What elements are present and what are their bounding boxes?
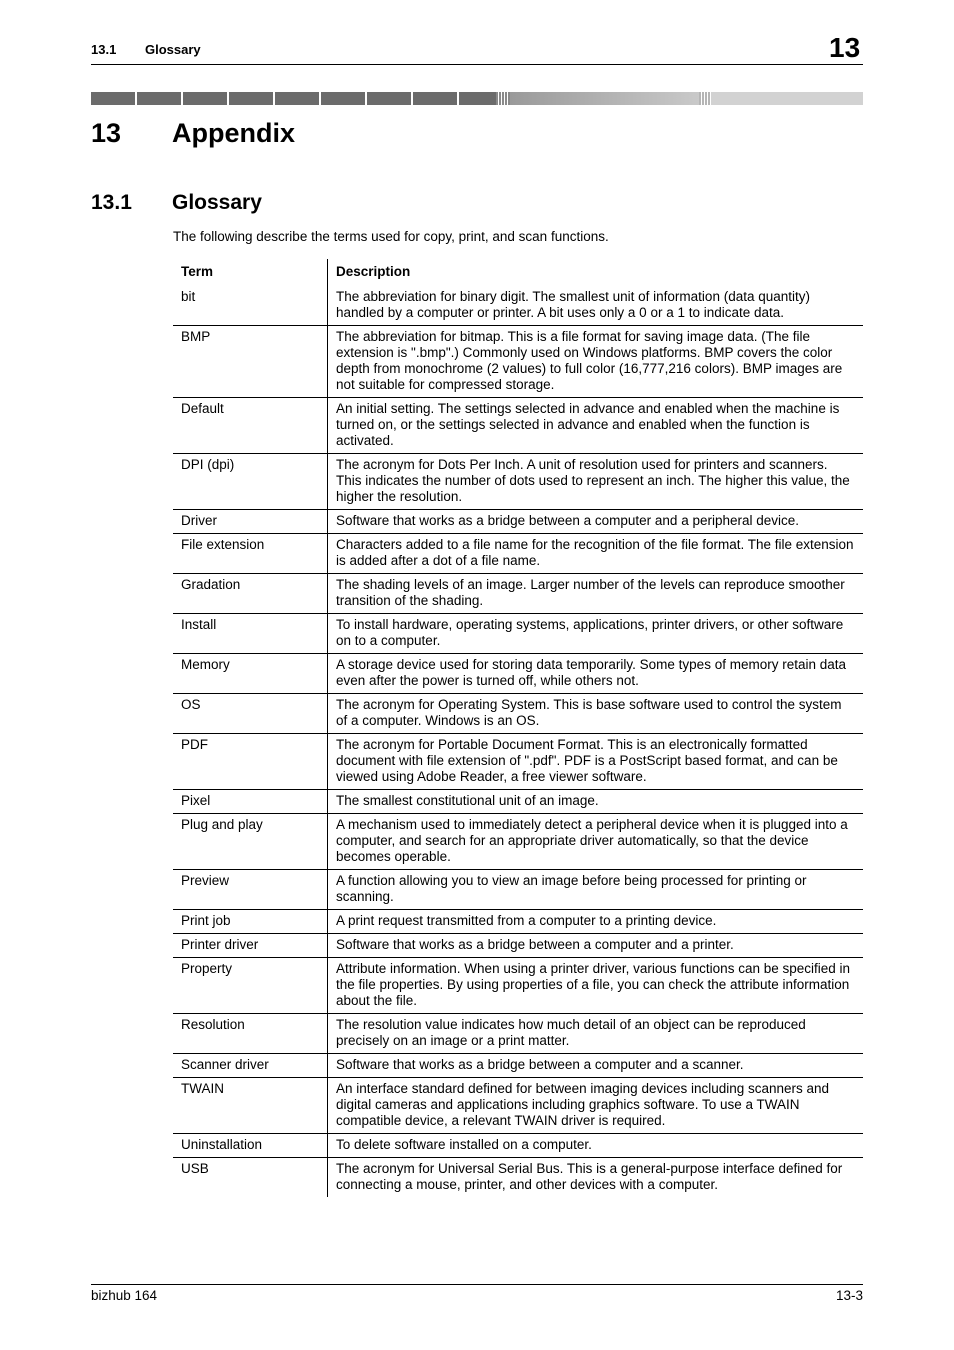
decorative-bar [91, 92, 863, 105]
description-cell: A storage device used for storing data temporarily. Some types of memory retain data even after the power is turned off, while others not. [336, 657, 847, 688]
section-number: 13.1 [91, 191, 132, 214]
description-cell: A function allowing you to view an image before being processed for printing or scanning. [336, 873, 807, 904]
table-row [173, 694, 863, 734]
running-header [91, 42, 201, 57]
description-cell: A mechanism used to immediately detect a peripheral device when it is plugged into a computer, and search for an appropriate driver automatically, so that the device becomes operable. [336, 817, 848, 864]
description-cell: The resolution value indicates how much detail of an object can be reproduced precisely on an image or a print matter. [336, 1017, 806, 1048]
description-cell: The acronym for Operating System. This is base software used to control the system of a computer. Windows is an OS. [336, 697, 842, 728]
term-cell: File extension [173, 534, 328, 574]
chapter-number: 13 [91, 118, 122, 148]
table-row [173, 654, 863, 694]
description-cell: Software that works as a bridge between a computer and a peripheral device. [336, 513, 800, 528]
description-cell: To delete software installed on a computer. [336, 1137, 592, 1152]
table-header-row [173, 259, 863, 286]
description-cell: Software that works as a bridge between a computer and a scanner. [336, 1057, 744, 1072]
column-header-description: Description [336, 264, 411, 279]
intro-text: The following describe the terms used for copy, print, and scan functions. [173, 229, 609, 244]
description-cell: The acronym for Portable Document Format. This is an electronically formatted document with file extension of ".pdf". PDF is a PostScript based format, and can be viewed using Adobe Reader, a free viewer software. [336, 737, 838, 784]
description-cell: Software that works as a bridge between a computer and a printer. [336, 937, 734, 952]
description-cell: The abbreviation for binary digit. The smallest unit of information (data quantity) handled by a computer or printer. A bit uses only a 0 or a 1 to indicate data. [336, 289, 810, 320]
chapter-title: Appendix [172, 118, 296, 148]
bar-segment [510, 92, 699, 105]
table-row [173, 1054, 863, 1078]
term-cell: Driver [173, 510, 328, 534]
glossary-table [173, 259, 863, 1197]
table-row [173, 1014, 863, 1054]
table-row [173, 870, 863, 910]
term-cell: PDF [173, 734, 328, 790]
bar-segment [711, 92, 863, 105]
table-row [173, 1158, 863, 1198]
table-row [173, 934, 863, 958]
table-row [173, 958, 863, 1014]
description-cell: The acronym for Dots Per Inch. A unit of resolution used for printers and scanners. This indicates the number of dots used to represent an inch. The higher this value, the higher the resolution. [336, 457, 850, 504]
description-cell: The abbreviation for bitmap. This is a file format for saving image data. (The file extension is ".bmp".) Commonly used on Windows platforms. BMP covers the color depth from monochrome (2 values) to full color (16,777,216 colors). BMP images are not suitable for compressed storage. [336, 329, 843, 392]
footer-page-number: 13-3 [835, 1288, 863, 1303]
table-row [173, 510, 863, 534]
table-row [173, 1078, 863, 1134]
table-row [173, 910, 863, 934]
bar-segment [91, 92, 496, 105]
chapter-heading [91, 118, 295, 149]
term-cell: Install [173, 614, 328, 654]
chapter-badge: 13 [829, 32, 861, 63]
table-row [173, 398, 863, 454]
description-cell: An interface standard defined for between imaging devices including scanners and digital cameras and applications including graphics software. To use a TWAIN compatible device, a relevant TWAIN driver is required. [336, 1081, 830, 1128]
header-rule [91, 64, 863, 65]
term-cell: Property [173, 958, 328, 1014]
running-header-number: 13.1 [91, 42, 117, 57]
table-row [173, 734, 863, 790]
description-cell: To install hardware, operating systems, applications, printer drivers, or other software on to a computer. [336, 617, 844, 648]
term-cell: Uninstallation [173, 1134, 328, 1158]
table-row [173, 614, 863, 654]
table-row [173, 534, 863, 574]
term-cell: Preview [173, 870, 328, 910]
term-cell: BMP [173, 326, 328, 398]
term-cell: Print job [173, 910, 328, 934]
bar-segment [699, 92, 711, 105]
description-cell: Characters added to a file name for the recognition of the file format. The file extension is added after a dot of a file name. [336, 537, 854, 568]
term-cell: Default [173, 398, 328, 454]
description-cell: Attribute information. When using a printer driver, various functions can be specified in the file properties. By using properties of a file, you can check the attribute information about the file. [336, 961, 851, 1008]
table-row [173, 790, 863, 814]
term-cell: Pixel [173, 790, 328, 814]
footer-rule [91, 1284, 863, 1285]
term-cell: OS [173, 694, 328, 734]
section-heading [91, 191, 262, 215]
term-cell: Printer driver [173, 934, 328, 958]
column-header-term: Term [173, 259, 328, 286]
table-row [173, 1134, 863, 1158]
description-cell: The shading levels of an image. Larger number of the levels can reproduce smoother transition of the shading. [336, 577, 845, 608]
description-cell: The acronym for Universal Serial Bus. This is a general-purpose interface defined for connecting a mouse, printer, and other devices with a computer. [336, 1161, 843, 1192]
term-cell: Resolution [173, 1014, 328, 1054]
bar-segment [496, 92, 510, 105]
description-cell: The smallest constitutional unit of an image. [336, 793, 599, 808]
section-title: Glossary [172, 191, 262, 214]
term-cell: Plug and play [173, 814, 328, 870]
term-cell: Memory [173, 654, 328, 694]
footer-product: bizhub 164 [91, 1288, 158, 1303]
term-cell: DPI (dpi) [173, 454, 328, 510]
running-header-title: Glossary [145, 42, 201, 57]
term-cell: USB [173, 1158, 328, 1198]
table-row [173, 326, 863, 398]
table-row [173, 286, 863, 326]
term-cell: TWAIN [173, 1078, 328, 1134]
description-cell: An initial setting. The settings selected in advance and enabled when the machine is turned on, or the settings selected in advance and enabled when the function is activated. [336, 401, 840, 448]
term-cell: Gradation [173, 574, 328, 614]
table-row [173, 454, 863, 510]
description-cell: A print request transmitted from a computer to a printing device. [336, 913, 717, 928]
table-row [173, 574, 863, 614]
term-cell: bit [173, 286, 328, 326]
term-cell: Scanner driver [173, 1054, 328, 1078]
table-row [173, 814, 863, 870]
